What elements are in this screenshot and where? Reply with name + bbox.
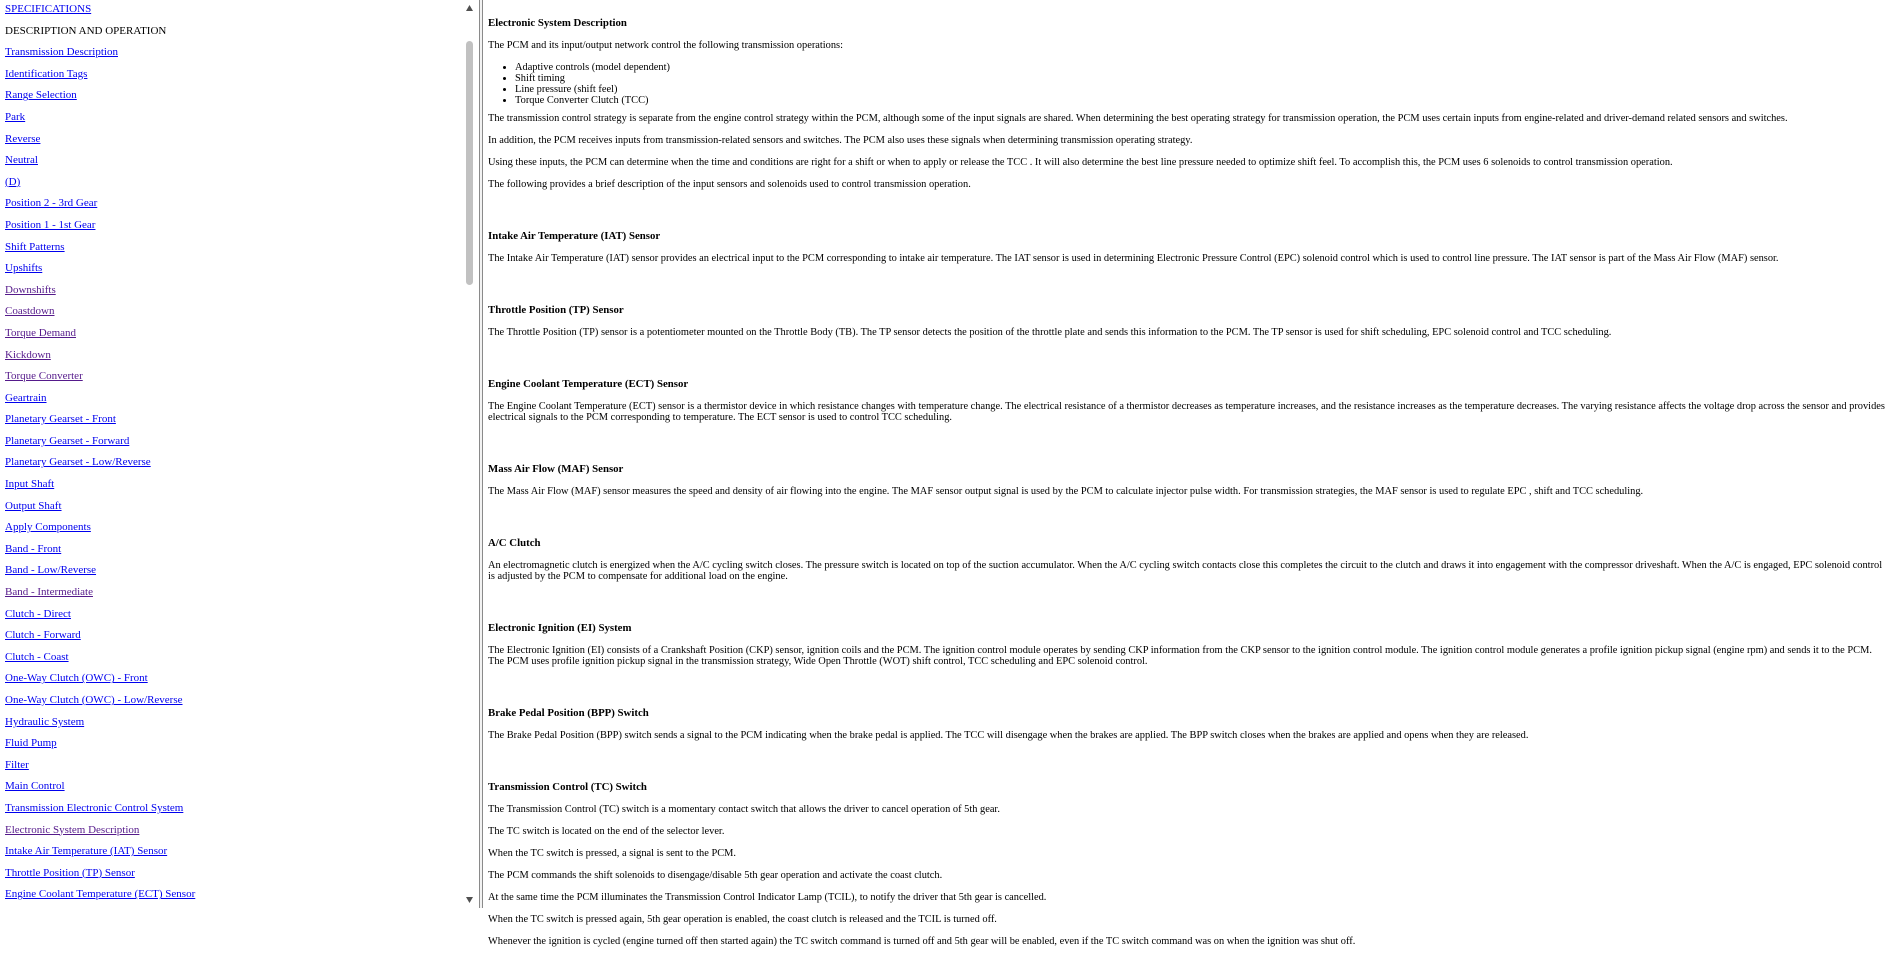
toc-link[interactable]: Planetary Gearset - Front [5, 413, 116, 426]
paragraph: The PCM and its input/output network control the following transmission operations: [488, 40, 843, 51]
toc-link[interactable]: Band - Intermediate [5, 586, 93, 599]
toc-link[interactable]: Shift Patterns [5, 240, 65, 253]
toc-link[interactable]: Transmission Electronic Control System [5, 801, 184, 814]
toc-link[interactable]: Band - Front [5, 542, 62, 555]
toc-link[interactable]: Engine Coolant Temperature (ECT) Sensor [5, 888, 196, 901]
pane-splitter[interactable] [479, 0, 483, 908]
toc-link[interactable]: Kickdown [5, 348, 51, 361]
toc-link[interactable]: (D) [5, 175, 21, 188]
toc-link[interactable]: Torque Converter [5, 370, 83, 383]
section-title: Electronic Ignition (EI) System [488, 622, 632, 634]
toc-link[interactable]: One-Way Clutch (OWC) - Low/Reverse [5, 694, 183, 706]
toc-link[interactable]: Torque Demand [5, 326, 77, 339]
toc-link[interactable]: Neutral [5, 154, 38, 167]
toc-link[interactable]: Geartrain [5, 391, 47, 404]
toc-link[interactable]: Reverse [5, 132, 41, 145]
section-title: Engine Coolant Temperature (ECT) Sensor [488, 378, 689, 390]
toc-link[interactable]: Output Shaft [5, 499, 62, 512]
toc-pane [0, 0, 478, 908]
paragraph: The PCM commands the shift solenoids to disengage/disable 5th gear operation and activate the coast clutch. [488, 870, 943, 881]
section-title: Brake Pedal Position (BPP) Switch [488, 707, 649, 719]
toc-link[interactable]: Main Control [5, 780, 65, 793]
toc-link[interactable]: Fluid Pump [5, 737, 57, 750]
paragraph: The Electronic Ignition (EI) consists of a Crankshaft Position (CKP) sensor, ignition coils and the PCM. The ignition control module operates by sending CKP information from the CKP sensor to the ignition control module. The ignition control module generates a profile ignition pickup signal (engine rpm) and sends it to the PCM. The PCM uses profile ignition pickup signal in the transmission strategy, Wide Open Throttle (WOT) shift control, TCC scheduling and EPC solenoid control. [488, 645, 1872, 667]
paragraph: In addition, the PCM receives inputs from transmission-related sensors and switches. The PCM also uses these signals when determining transmission operating strategy. [488, 135, 1193, 146]
paragraph: When the TC switch is pressed again, 5th gear operation is enabled, the coast clutch is released and the TCIL is turned off. [488, 914, 997, 925]
list-item: • Line pressure (shift feel) [515, 84, 1888, 95]
toc-link[interactable]: SPECIFICATIONS [5, 3, 92, 15]
toc-link[interactable]: Planetary Gearset - Forward [5, 434, 130, 447]
toc-link[interactable]: Clutch - Coast [5, 650, 69, 663]
paragraph: An electromagnetic clutch is energized when the A/C cycling switch closes. The pressure switch is located on top of the suction accumulator. When the A/C cycling switch contacts close this completes the circuit to the clutch and draws it into engagement with the compressor driveshaft. When the A/C is engaged, EPC solenoid control is adjusted by the PCM to compensate for additional load on the engine. [488, 560, 1883, 582]
paragraph: The Transmission Control (TC) switch is a momentary contact switch that allows the driver to cancel operation of 5th gear. [488, 804, 1000, 815]
toc-link[interactable]: Filter [5, 758, 29, 771]
toc-link[interactable]: Coastdown [5, 305, 55, 318]
paragraph: The following provides a brief description of the input sensors and solenoids used to control transmission operation. [488, 179, 971, 190]
scroll-up-arrow-icon[interactable] [461, 0, 478, 17]
toc-link[interactable]: Intake Air Temperature (IAT) Sensor [5, 845, 168, 858]
toc-link[interactable]: Band - Low/Reverse [5, 564, 97, 577]
paragraph: The Throttle Position (TP) sensor is a potentiometer mounted on the Throttle Body (TB). The TP sensor detects the position of the throttle plate and sends this information to the PCM. The TP sensor is used for shift scheduling, EPC solenoid control and TCC scheduling. [488, 327, 1612, 338]
scroll-thumb[interactable] [466, 41, 473, 285]
paragraph: The transmission control strategy is separate from the engine control strategy within the PCM, although some of the input signals are shared. When determining the best operating strategy for transmission operation, the PCM uses certain inputs from engine-related and driver-demand related sensors and switches. [488, 113, 1788, 124]
list-item: • Shift timing [515, 73, 1888, 84]
toc-link[interactable]: Identification Tags [5, 67, 88, 80]
list-item: • Adaptive controls (model dependent) [515, 62, 1888, 73]
section-title: Electronic System Description [488, 17, 627, 29]
paragraph: Whenever the ignition is cycled (engine turned off then started again) the TC switch command is turned off and 5th gear will be enabled, even if the TC switch command was on when the ignition was shut off. [488, 936, 1356, 947]
section-title: Mass Air Flow (MAF) Sensor [488, 463, 624, 475]
scroll-down-arrow-icon[interactable] [461, 891, 478, 908]
toc-link[interactable]: Upshifts [5, 262, 43, 275]
toc-link[interactable]: Range Selection [5, 89, 77, 102]
toc-link[interactable]: Clutch - Forward [5, 629, 81, 642]
paragraph: The Intake Air Temperature (IAT) sensor provides an electrical input to the PCM corresponding to intake air temperature. The IAT sensor is used in determining Electronic Pressure Control (EPC) solenoid control which is used to control line pressure. The IAT sensor is part of the Mass Air Flow (MAF) sensor. [488, 253, 1779, 264]
bullet-list [488, 62, 1888, 106]
paragraph: The TC switch is located on the end of the selector lever. [488, 826, 725, 837]
paragraph: When the TC switch is pressed, a signal is sent to the PCM. [488, 848, 737, 859]
paragraph: Using these inputs, the PCM can determine when the time and conditions are right for a shift or when to apply or release the TCC . It will also determine the best line pressure needed to optimize shift feel. To accomplish this, the PCM uses 6 solenoids to control transmission operation. [488, 157, 1673, 168]
toc-link[interactable]: Throttle Position (TP) Sensor [5, 866, 135, 879]
toc-link[interactable]: Planetary Gearset - Low/Reverse [5, 456, 151, 469]
toc-scrollbar[interactable] [461, 0, 478, 908]
list-item: • Torque Converter Clutch (TCC) [515, 95, 1888, 106]
document-content [488, 6, 1888, 958]
paragraph: The Mass Air Flow (MAF) sensor measures the speed and density of air flowing into the engine. The MAF sensor output signal is used by the PCM to calculate injector pulse width. For transmission strategies, the MAF sensor is used to regulate EPC , shift and TCC scheduling. [488, 486, 1644, 497]
toc-link[interactable]: Hydraulic System [5, 715, 85, 728]
toc-link[interactable]: Electronic System Description [5, 823, 140, 836]
toc-link[interactable]: Position 1 - 1st Gear [5, 218, 96, 231]
toc-link[interactable]: Transmission Description [5, 46, 118, 59]
toc-link[interactable]: One-Way Clutch (OWC) - Front [5, 672, 148, 685]
section-title: Transmission Control (TC) Switch [488, 781, 647, 793]
toc-link[interactable]: Downshifts [5, 283, 56, 296]
toc-section-header: DESCRIPTION AND OPERATION [5, 24, 167, 37]
paragraph: At the same time the PCM illuminates the Transmission Control Indicator Lamp (TCIL), to notify the driver that 5th gear is cancelled. [488, 892, 1047, 903]
toc-link[interactable]: Park [5, 110, 26, 123]
paragraph: The Engine Coolant Temperature (ECT) sensor is a thermistor device in which resistance changes with temperature change. The electrical resistance of a thermistor decreases as temperature increases, and the resistance increases as the temperature decreases. The varying resistance affects the voltage drop across the sensor and provides electrical signals to the PCM corresponding to temperature. The ECT sensor is used to control TCC scheduling. [488, 401, 1885, 423]
toc-link[interactable]: Input Shaft [5, 478, 55, 491]
paragraph: The Brake Pedal Position (BPP) switch sends a signal to the PCM indicating when the brake pedal is applied. The TCC will disengage when the brakes are applied. The BPP switch closes when the brakes are applied and opens when they are released. [488, 730, 1529, 741]
section-title: Intake Air Temperature (IAT) Sensor [488, 230, 661, 242]
section-title: A/C Clutch [488, 537, 541, 549]
toc-link[interactable]: Position 2 - 3rd Gear [5, 197, 98, 210]
section-title: Throttle Position (TP) Sensor [488, 304, 624, 316]
toc-link[interactable]: Apply Components [5, 521, 91, 534]
toc-list [5, 2, 460, 909]
toc-link[interactable]: Clutch - Direct [5, 607, 71, 620]
